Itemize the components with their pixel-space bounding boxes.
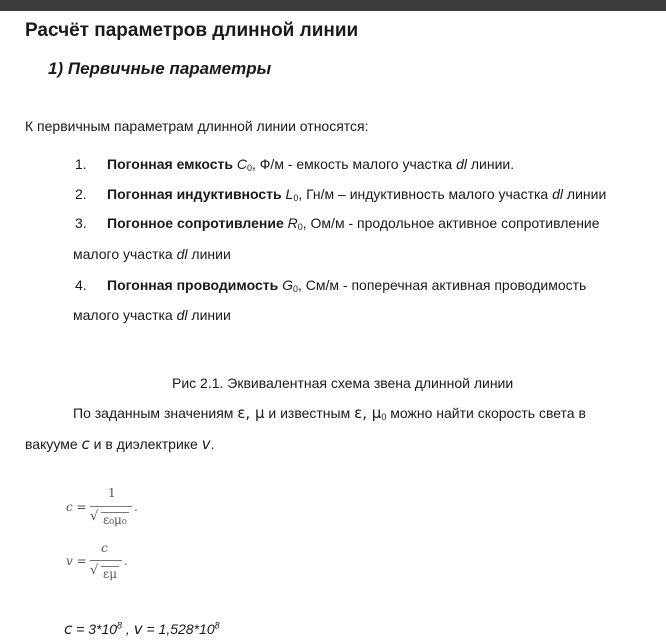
item-dl: dl: [552, 186, 564, 202]
item-subscript: 0: [297, 222, 303, 232]
item-symbol: C: [236, 156, 247, 172]
item-term: Погонная емкость: [107, 156, 233, 172]
formula-tail: .: [134, 500, 138, 514]
item-text: , Ф/м - емкость малого участка: [252, 156, 457, 172]
item-term: Погонная проводимость: [107, 277, 279, 293]
item-symbol: R: [287, 215, 298, 231]
para-text: и в диэлектрике: [89, 436, 202, 452]
para-text: и известным: [264, 405, 355, 421]
formula-lhs: c =: [66, 500, 87, 514]
page-title: Расчёт параметров длинной линии: [25, 20, 359, 41]
symbol-v: v: [201, 435, 211, 453]
item-term: Погонная индуктивность: [107, 186, 282, 202]
para-text: вакууме: [25, 436, 82, 452]
sqrt-icon: √: [90, 563, 99, 578]
item-text: , См/м - поперечная активная проводимость: [298, 277, 587, 293]
formula-denominator: ε₀μ₀: [103, 513, 127, 527]
section-heading: 1) Первичные параметры: [48, 59, 272, 78]
para-text: .: [210, 436, 215, 452]
window-top-bar: [0, 0, 666, 11]
formula-numerator: c: [101, 541, 108, 555]
para-text: можно найти скорость света в: [386, 405, 586, 421]
list-number: 3.: [75, 215, 87, 231]
result-v-value: = 1,528*10: [142, 621, 215, 637]
intro-text: К первичным параметрам длинной линии относятся:: [25, 118, 369, 134]
sqrt-icon: √: [90, 509, 99, 524]
item-dl: dl: [176, 307, 188, 323]
result-line: [64, 620, 220, 638]
item-symbol: L: [285, 186, 294, 202]
formula-denominator: εμ: [103, 567, 118, 581]
paragraph-line-1: [73, 404, 586, 422]
item-subscript: 0: [292, 284, 298, 294]
list-item: [107, 186, 606, 203]
fraction-bar: [90, 506, 132, 507]
item-symbol: G: [282, 277, 293, 293]
item-term: Погонное сопротивление: [107, 215, 284, 231]
item-text-rest: линии.: [466, 156, 515, 172]
item-dl: dl: [176, 246, 188, 262]
formula-lhs: v =: [66, 554, 87, 568]
figure-caption: Рис 2.1. Эквивалентная схема звена длинной линии: [172, 375, 514, 391]
symbol-eps-mu0: ε, μ: [354, 404, 382, 422]
list-number: 1.: [75, 156, 87, 172]
item-subscript: 0: [246, 163, 252, 173]
result-v-exponent: 8: [214, 620, 220, 631]
list-item: [107, 215, 600, 232]
symbol-subscript: 0: [381, 412, 387, 422]
item-dl: dl: [456, 156, 467, 172]
fraction-bar: [90, 560, 122, 561]
item-text-rest: линии: [187, 307, 231, 323]
result-c-symbol: c: [64, 620, 73, 638]
para-text: По заданным значениям: [73, 405, 238, 421]
symbol-eps-mu: ε, μ: [237, 404, 265, 422]
item-text: , Ом/м - продольное активное сопротивление: [302, 215, 600, 231]
formula-tail: .: [124, 554, 128, 568]
result-v-symbol: v: [133, 620, 143, 638]
formula-numerator: 1: [108, 486, 116, 500]
list-item: [107, 156, 514, 173]
list-number: 4.: [75, 277, 87, 293]
item-text: , Гн/м – индуктивность малого участка: [298, 186, 553, 202]
list-number: 2.: [75, 186, 87, 202]
list-item-continuation: [73, 307, 231, 323]
item-text-rest: линии: [563, 186, 607, 202]
item-text: малого участка: [73, 307, 177, 323]
result-c-value: = 3*10: [72, 621, 118, 637]
item-text-rest: линии: [187, 246, 231, 262]
result-c-exponent: 8: [117, 620, 123, 631]
list-item: [107, 277, 586, 294]
paragraph-line-2: [25, 435, 215, 453]
symbol-c: c: [81, 435, 90, 453]
item-subscript: 0: [293, 193, 299, 203]
result-separator: ,: [122, 621, 134, 637]
list-item-continuation: [73, 246, 231, 262]
item-text: малого участка: [73, 246, 177, 262]
